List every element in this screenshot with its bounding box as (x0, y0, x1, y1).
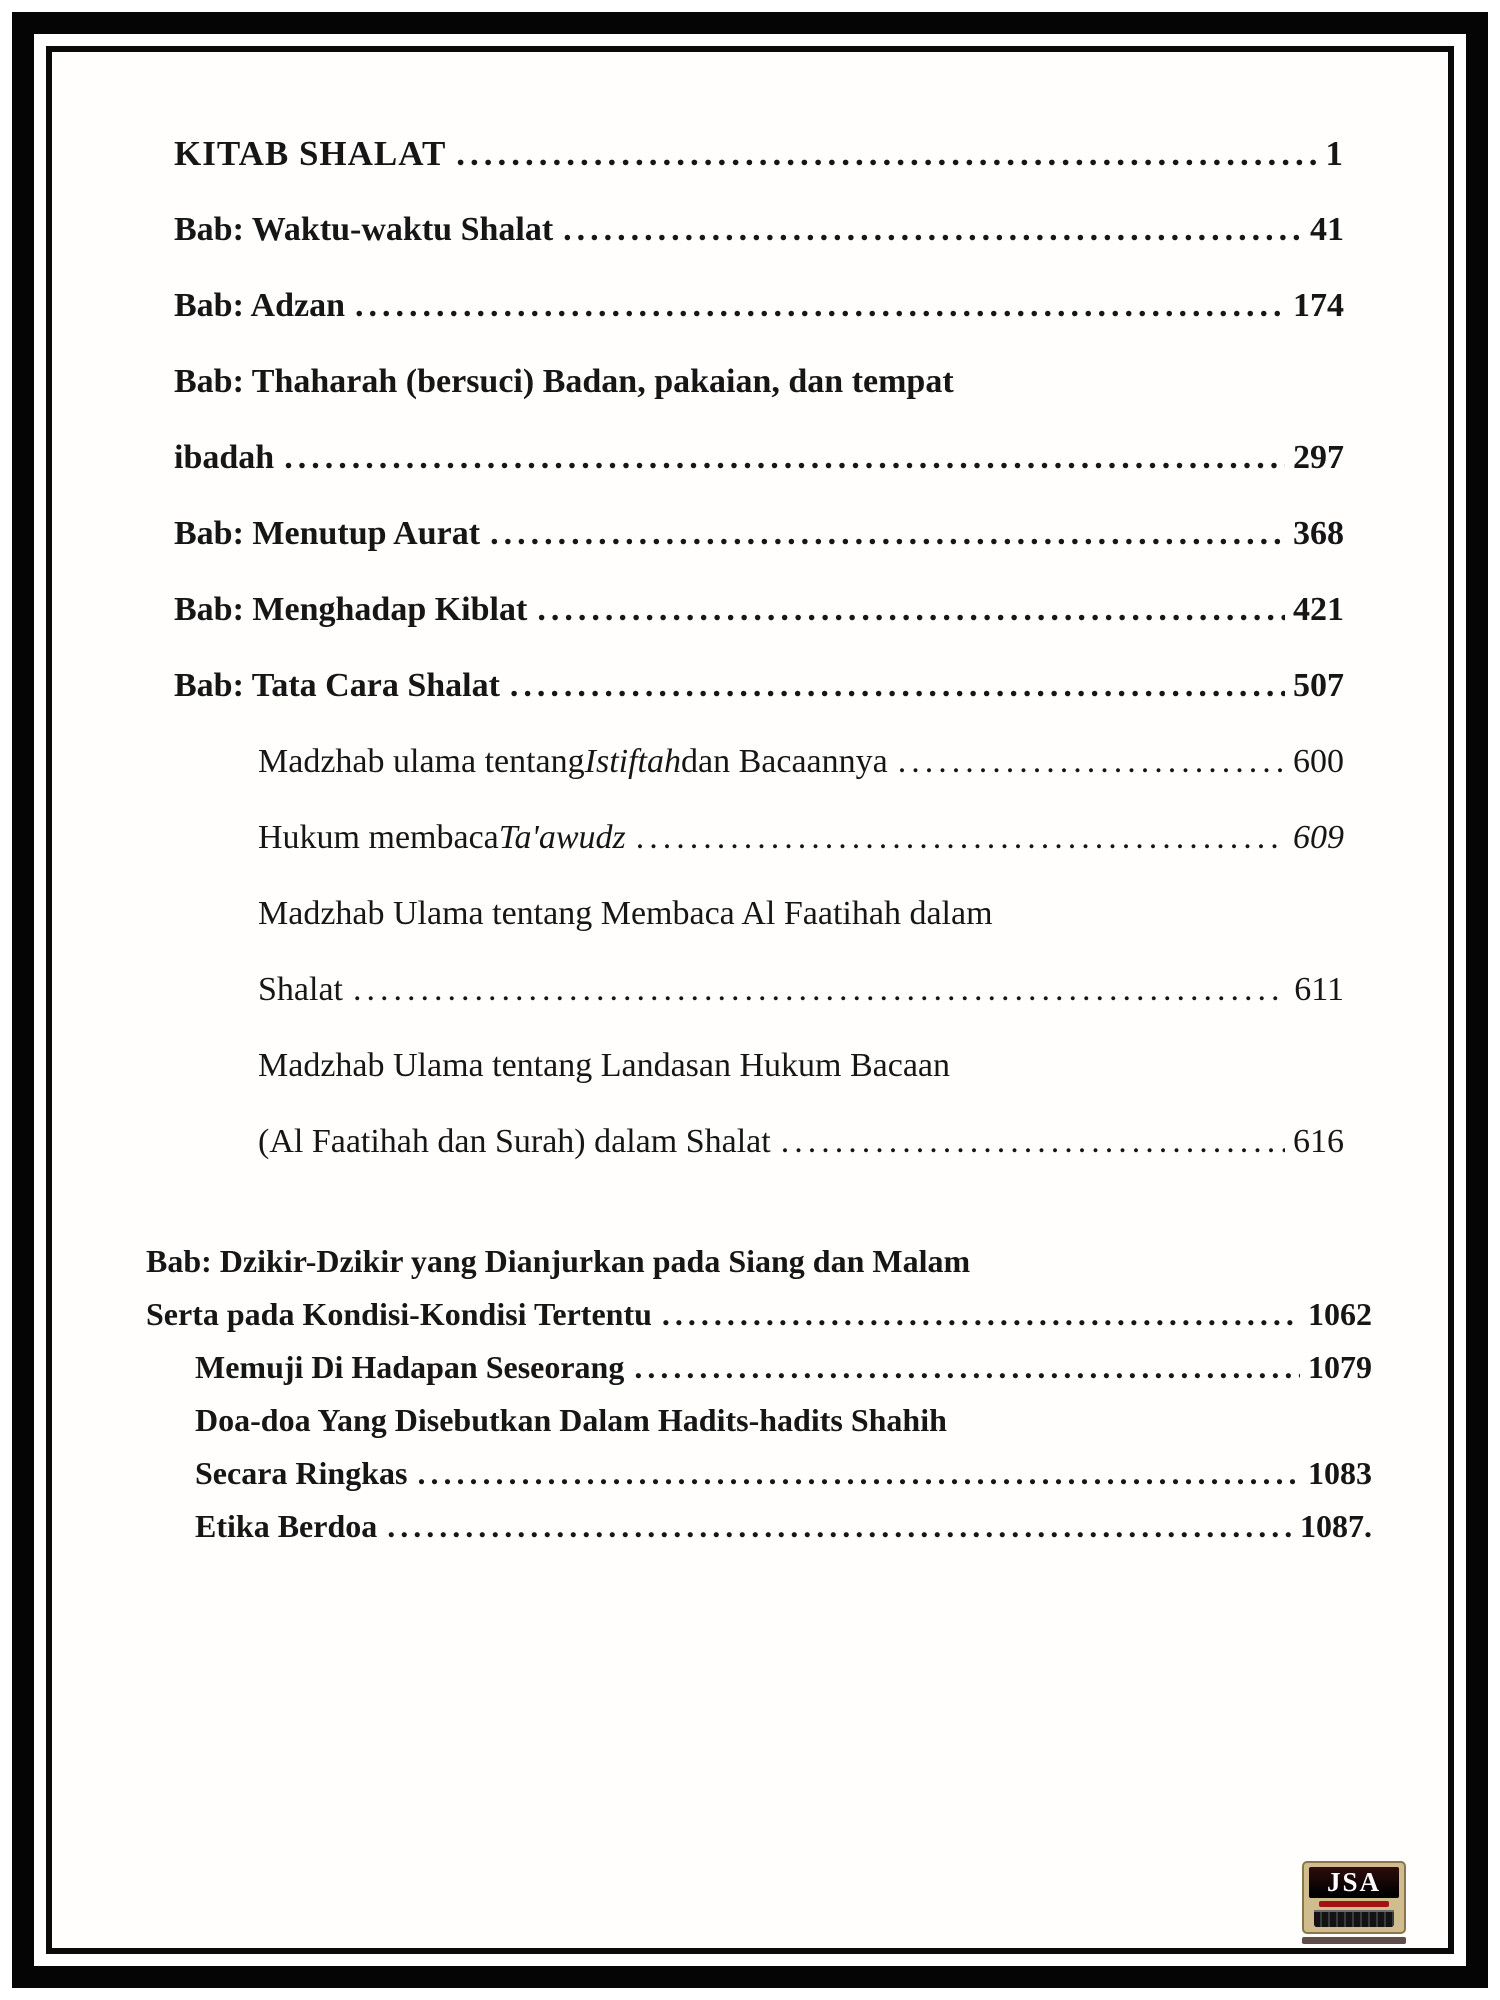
toc-entry-adzan (174, 268, 1344, 344)
book-page (46, 46, 1454, 1954)
jsa-stamp (1302, 1861, 1406, 1944)
toc-section-2 (146, 1235, 1372, 1553)
toc-entry-istiftah (174, 724, 1344, 800)
laptop-icon (1314, 1910, 1393, 1927)
entry-label: Bab: Waktu-waktu Shalat (174, 211, 554, 248)
page-number: 600 (1293, 743, 1344, 780)
page-number: 368 (1293, 515, 1344, 552)
page-number: 611 (1294, 971, 1344, 1008)
entry-label: Madzhab ulama tentang (258, 743, 585, 780)
entry-label: Doa-doa Yang Disebutkan Dalam Hadits-hadits Shahih (195, 1402, 947, 1438)
page-number: 174 (1293, 287, 1344, 324)
entry-label: Bab: Tata Cara Shalat (174, 667, 500, 704)
entry-label: Serta pada Kondisi-Kondisi Tertentu (146, 1296, 652, 1332)
toc-entry-thaharah-line2 (174, 420, 1344, 496)
entry-label: Bab: Adzan (174, 287, 345, 324)
page-number: 1083 (1308, 1455, 1372, 1491)
toc-entry-dzikir-line1 (146, 1235, 1372, 1288)
page-number: 421 (1293, 591, 1344, 628)
toc-entry-memuji (146, 1341, 1372, 1394)
dot-leader (284, 420, 1285, 496)
page-number: 1 (1325, 134, 1344, 173)
entry-label: Hukum membaca (258, 819, 499, 856)
dot-leader (636, 800, 1285, 876)
page-number: 1062 (1308, 1296, 1372, 1332)
dot-leader (387, 1500, 1292, 1553)
toc-entry-thaharah-line1 (174, 344, 1344, 420)
dot-leader (490, 496, 1285, 572)
toc-entry-al-faatihah-line2 (174, 952, 1344, 1028)
toc-entry-menghadap-kiblat (174, 572, 1344, 648)
page-number: 616 (1293, 1123, 1344, 1160)
entry-label: Madzhab Ulama tentang Membaca Al Faatihah dalam (258, 895, 993, 932)
entry-label: KITAB SHALAT (174, 134, 447, 173)
dot-leader (898, 724, 1285, 800)
toc-entry-taawudz (174, 800, 1344, 876)
toc-entry-menutup-aurat (174, 496, 1344, 572)
toc-entry-landasan-hukum-line1 (174, 1028, 1344, 1104)
stamp-subtitle-mark (1319, 1901, 1389, 1907)
toc-entry-doa-doa-line1 (146, 1394, 1372, 1447)
dot-leader (634, 1341, 1300, 1394)
dot-leader (781, 1104, 1285, 1180)
toc-entry-kitab-shalat (174, 116, 1344, 192)
stamp-title: JSA (1309, 1867, 1399, 1898)
toc-entry-waktu-shalat (174, 192, 1344, 268)
dot-leader (662, 1288, 1300, 1341)
entry-label: Secara Ringkas (195, 1455, 408, 1491)
entry-label: Bab: Dzikir-Dzikir yang Dianjurkan pada Siang dan Malam (146, 1243, 971, 1279)
dot-leader (510, 648, 1285, 724)
page-number: 41 (1310, 211, 1344, 248)
page-number: 609 (1293, 819, 1344, 856)
toc-entry-doa-doa-line2 (146, 1447, 1372, 1500)
entry-label: (Al Faatihah dan Surah) dalam Shalat (258, 1123, 771, 1160)
dot-leader (353, 952, 1286, 1028)
toc-entry-al-faatihah-line1 (174, 876, 1344, 952)
toc-entry-etika-berdoa (146, 1500, 1372, 1553)
entry-label: dan Bacaannya (681, 743, 888, 780)
page-number: 1079 (1308, 1349, 1372, 1385)
page-number: 507 (1293, 667, 1344, 704)
entry-label-italic: Ta'awudz (498, 819, 626, 856)
entry-label: Bab: Thaharah (bersuci) Badan, pakaian, dan tempat (174, 363, 954, 400)
dot-leader (563, 192, 1302, 268)
toc-section-1 (174, 116, 1344, 1180)
dot-leader (456, 116, 1317, 192)
page-number: 1087. (1300, 1508, 1372, 1544)
page-number: 297 (1293, 439, 1344, 476)
toc-entry-dzikir-line2 (146, 1288, 1372, 1341)
scan-outer-frame (12, 12, 1488, 1988)
stamp-caption-mark (1302, 1937, 1406, 1944)
entry-label: Shalat (258, 971, 343, 1008)
entry-label: Memuji Di Hadapan Seseorang (195, 1349, 625, 1385)
dot-leader (355, 268, 1285, 344)
toc-entry-landasan-hukum-line2 (174, 1104, 1344, 1180)
toc-entry-tata-cara-shalat (174, 648, 1344, 724)
entry-label: Bab: Menutup Aurat (174, 515, 481, 552)
entry-label: Etika Berdoa (195, 1508, 378, 1544)
entry-label: ibadah (174, 439, 275, 476)
entry-label: Madzhab Ulama tentang Landasan Hukum Bacaan (258, 1047, 951, 1084)
dot-leader (537, 572, 1285, 648)
stamp-badge (1302, 1861, 1406, 1934)
entry-label: Bab: Menghadap Kiblat (174, 591, 528, 628)
entry-label-italic: Istiftah (584, 743, 681, 780)
dot-leader (417, 1447, 1300, 1500)
